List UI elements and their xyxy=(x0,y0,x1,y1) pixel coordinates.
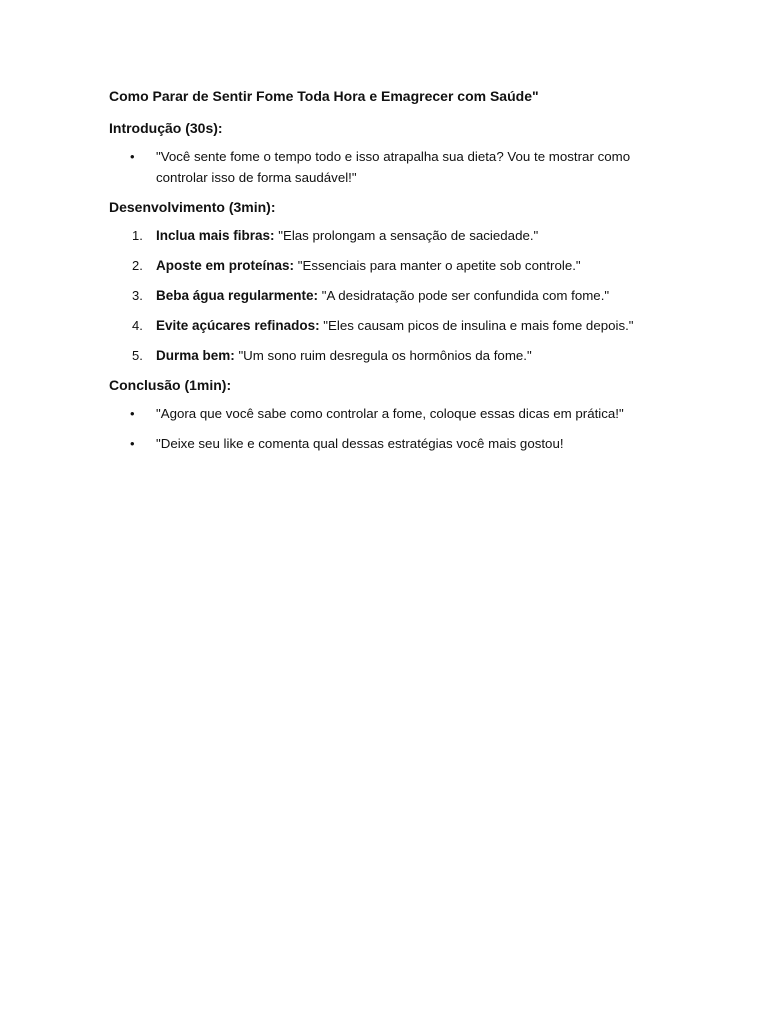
conclusion-heading: Conclusão (1min): xyxy=(109,377,232,393)
list-number: 5. xyxy=(132,348,143,363)
list-number: 2. xyxy=(132,258,143,273)
item-text: "Elas prolongam a sensação de saciedade." xyxy=(274,228,539,243)
intro-heading: Introdução (30s): xyxy=(109,120,223,136)
list-number: 4. xyxy=(132,318,143,333)
conclusion-list xyxy=(109,403,669,454)
item-title: Aposte em proteínas: xyxy=(156,258,295,273)
list-number: 1. xyxy=(132,228,143,243)
document-title: Como Parar de Sentir Fome Toda Hora e Emagrecer com Saúde" xyxy=(109,88,539,104)
bullet-icon: • xyxy=(130,149,135,164)
development-item-4 xyxy=(109,315,669,336)
conclusion-bullet-text: "Agora que você sabe como controlar a fome, coloque essas dicas em prática!" xyxy=(156,406,624,421)
item-text: "Essenciais para manter o apetite sob controle." xyxy=(294,258,581,273)
development-item-3 xyxy=(109,285,669,306)
intro-list xyxy=(109,146,669,188)
bullet-icon: • xyxy=(130,436,135,451)
intro-bullet-text: "Você sente fome o tempo todo e isso atrapalha sua dieta? Vou te mostrar como controlar isso de forma saudável!" xyxy=(156,149,631,185)
development-list xyxy=(109,225,669,366)
conclusion-bullet-1 xyxy=(109,403,669,424)
conclusion-bullet-text: "Deixe seu like e comenta qual dessas estratégias você mais gostou! xyxy=(156,436,564,451)
development-heading: Desenvolvimento (3min): xyxy=(109,199,276,215)
conclusion-bullet-2 xyxy=(109,433,669,454)
development-item-5 xyxy=(109,345,669,366)
item-title: Durma bem: xyxy=(156,348,235,363)
item-text: "Eles causam picos de insulina e mais fome depois." xyxy=(319,318,634,333)
item-title: Evite açúcares refinados: xyxy=(156,318,320,333)
development-item-2 xyxy=(109,255,669,276)
document-page xyxy=(109,86,669,463)
development-item-1 xyxy=(109,225,669,246)
item-text: "Um sono ruim desregula os hormônios da fome." xyxy=(234,348,532,363)
item-title: Beba água regularmente: xyxy=(156,288,319,303)
item-text: "A desidratação pode ser confundida com fome." xyxy=(318,288,610,303)
intro-bullet-1 xyxy=(109,146,669,188)
item-title: Inclua mais fibras: xyxy=(156,228,275,243)
list-number: 3. xyxy=(132,288,143,303)
bullet-icon: • xyxy=(130,406,135,421)
